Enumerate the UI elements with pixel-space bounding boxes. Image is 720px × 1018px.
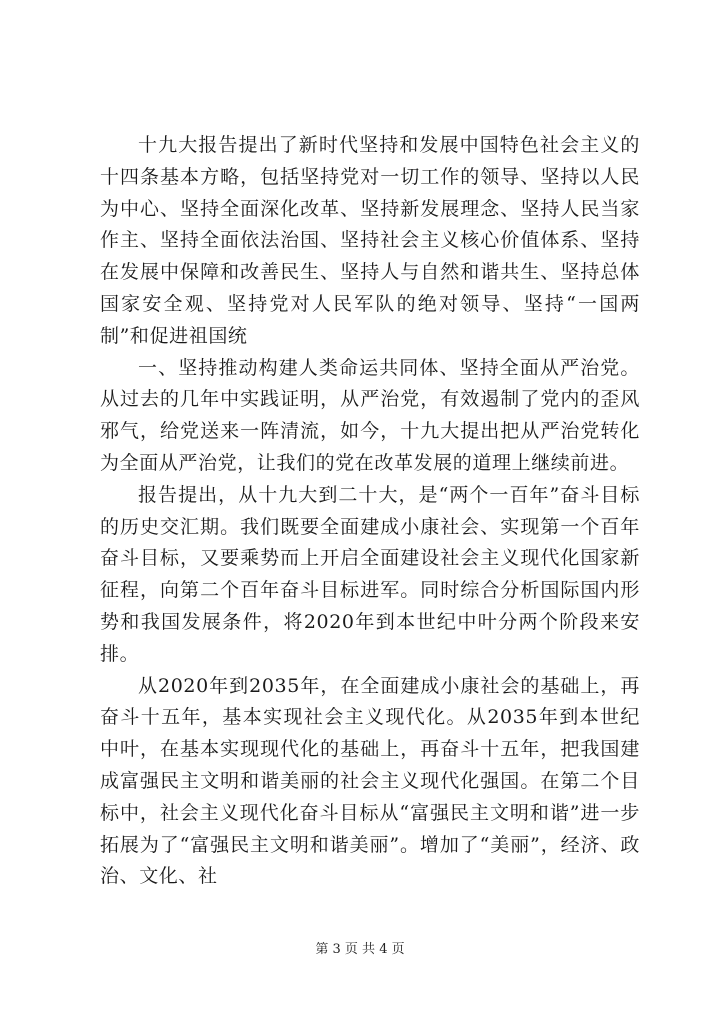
paragraph-two-stages: 从2020年到2035年，在全面建成小康社会的基础上，再奋斗十五年，基本实现社会主义现代化。从2035年到本世纪中叶，在基本实现现代化的基础上，再奋斗十五年，把我国建成富强民主文明和谐美丽的社会主义现代化强国。在第二个目标中，社会主义现代化奋斗目标从“富强民主文明和谐”进一步拓展为了“富强民主文明和谐美丽”。增加了“美丽”，经济、政治、文化、社 — [100, 674, 640, 888]
paragraph-strategy: 十九大报告提出了新时代坚持和发展中国特色社会主义的十四条基本方略，包括坚持党对一切工作的领导、坚持以人民为中心、坚持全面深化改革、坚持新发展理念、坚持人民当家作主、坚持全面依法治国、坚持社会主义核心价值体系、坚持在发展中保障和改善民生、坚持人与自然和谐共生、坚持总体国家安全观、坚持党对人民军队的绝对领导、坚持“一国两制”和促进祖国统 — [100, 134, 640, 347]
page-footer: 第 3 页 共 4 页 — [315, 942, 405, 957]
body-text — [100, 130, 640, 893]
paragraph-two-centenary-goals: 报告提出，从十九大到二十大，是“两个一百年”奋斗目标的历史交汇期。我们既要全面建成小康社会、实现第一个百年奋斗目标，又要乘势而上开启全面建设社会主义现代化国家新征程，向第二个百年奋斗目标进军。同时综合分析国际国内形势和我国发展条件，将2020年到本世纪中叶分两个阶段来安排。 — [100, 483, 640, 665]
paragraph-strict-governance: 一、坚持推动构建人类命运共同体、坚持全面从严治党。从过去的几年中实践证明，从严治党，有效遏制了党内的歪风邪气，给党送来一阵清流，如今，十九大提出把从严治党转化为全面从严治党，让我们的党在改革发展的道理上继续前进。 — [100, 356, 640, 474]
